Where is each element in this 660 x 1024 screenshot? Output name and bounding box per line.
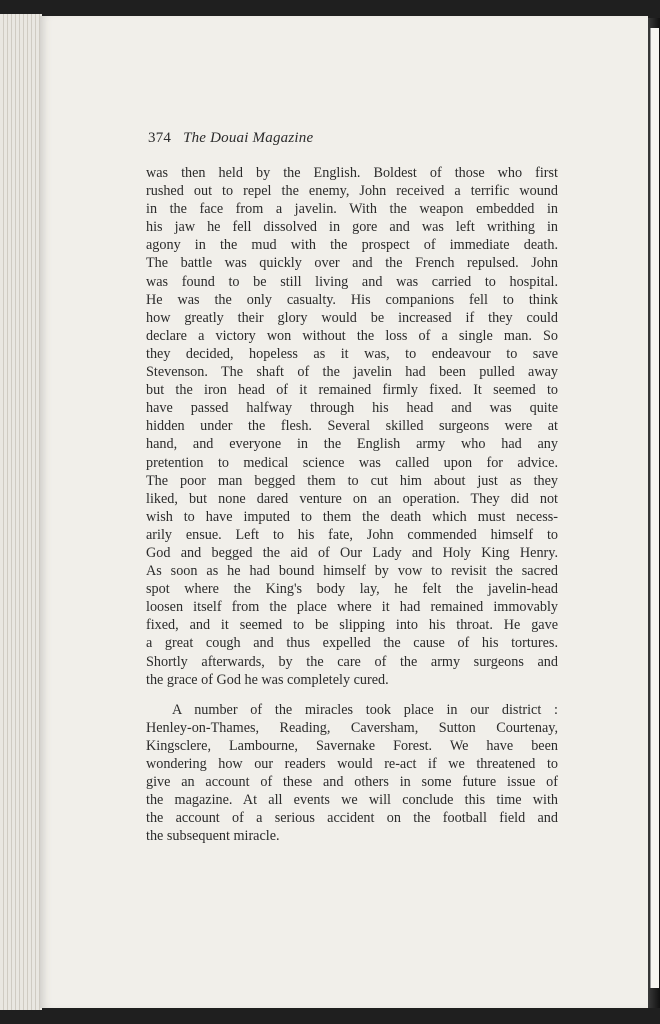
body-text (146, 164, 558, 845)
text-line: God and begged the aid of Our Lady and Holy King Henry. (146, 544, 558, 561)
text-line: hand, and everyone in the English army who had any (146, 436, 558, 453)
text-line: wish to have imputed to them the death which must necess- (146, 508, 558, 525)
text-line: agony in the mud with the prospect of immediate death. (146, 237, 558, 254)
text-line: loosen itself from the place where it had remained immovably (146, 599, 558, 616)
paragraph-1 (146, 164, 558, 689)
text-line: liked, but none dared venture on an operation. They did not (146, 490, 558, 507)
running-head (148, 130, 558, 152)
text-line: spot where the King's body lay, he felt the javelin-head (146, 581, 558, 598)
text-line: fixed, and it seemed to be slipping into his throat. He gave (146, 617, 558, 634)
text-line: Henley-on-Thames, Reading, Caversham, Sutton Courtenay, (146, 719, 558, 736)
text-line: Kingsclere, Lambourne, Savernake Forest. We have been (146, 737, 558, 754)
text-line: but the iron head of it remained firmly fixed. It seemed to (146, 382, 558, 399)
text-line: arily ensue. Left to his fate, John commended himself to (146, 526, 558, 543)
text-line: his jaw he fell dissolved in gore and was left writhing in (146, 219, 558, 236)
page-stack-edges (0, 14, 42, 1010)
text-line: in the face from a javelin. With the weapon embedded in (146, 201, 558, 218)
text-line: was found to be still living and was carried to hospital. (146, 273, 558, 290)
text-line: they decided, hopeless as it was, to endeavour to save (146, 345, 558, 362)
text-line: the subsequent miracle. (146, 828, 280, 845)
text-line: give an account of these and others in some future issue of (146, 774, 558, 791)
facing-page-edge (648, 18, 660, 1008)
running-title: The Douai Magazine (183, 130, 314, 146)
text-line: pretention to medical science was called upon for advice. (146, 454, 558, 471)
text-line: As soon as he had bound himself by vow to revisit the sacred (146, 563, 558, 580)
text-line: rushed out to repel the enemy, John received a terrific wound (146, 183, 558, 200)
text-line: declare a victory won without the loss of a single man. So (146, 327, 558, 344)
text-line: have passed halfway through his head and was quite (146, 400, 558, 417)
paragraph-2 (146, 701, 558, 846)
text-line: He was the only casualty. His companions fell to think (146, 291, 558, 308)
text-line: The battle was quickly over and the French repulsed. John (146, 255, 558, 272)
text-line: A number of the miracles took place in our district : (172, 701, 558, 718)
text-line: Shortly afterwards, by the care of the army surgeons and (146, 653, 558, 670)
page-content (146, 130, 558, 845)
text-line: was then held by the English. Boldest of those who first (146, 165, 558, 181)
page-number: 374 (148, 130, 172, 146)
text-line: wondering how our readers would re-act if we threatened to (146, 756, 558, 772)
text-line: hidden under the flesh. Several skilled surgeons were at (146, 418, 558, 435)
text-line: how greatly their glory would be increased if they could (146, 309, 558, 326)
text-line: the account of a serious accident on the football field and (146, 810, 558, 827)
text-line: The poor man begged them to cut him about just as they (146, 472, 558, 489)
text-line: the grace of God he was completely cured. (146, 671, 389, 688)
text-line: a great cough and thus expelled the cause of his tortures. (146, 635, 558, 652)
text-line: the magazine. At all events we will conclude this time with (146, 792, 558, 809)
text-line: Stevenson. The shaft of the javelin had been pulled away (146, 364, 558, 381)
